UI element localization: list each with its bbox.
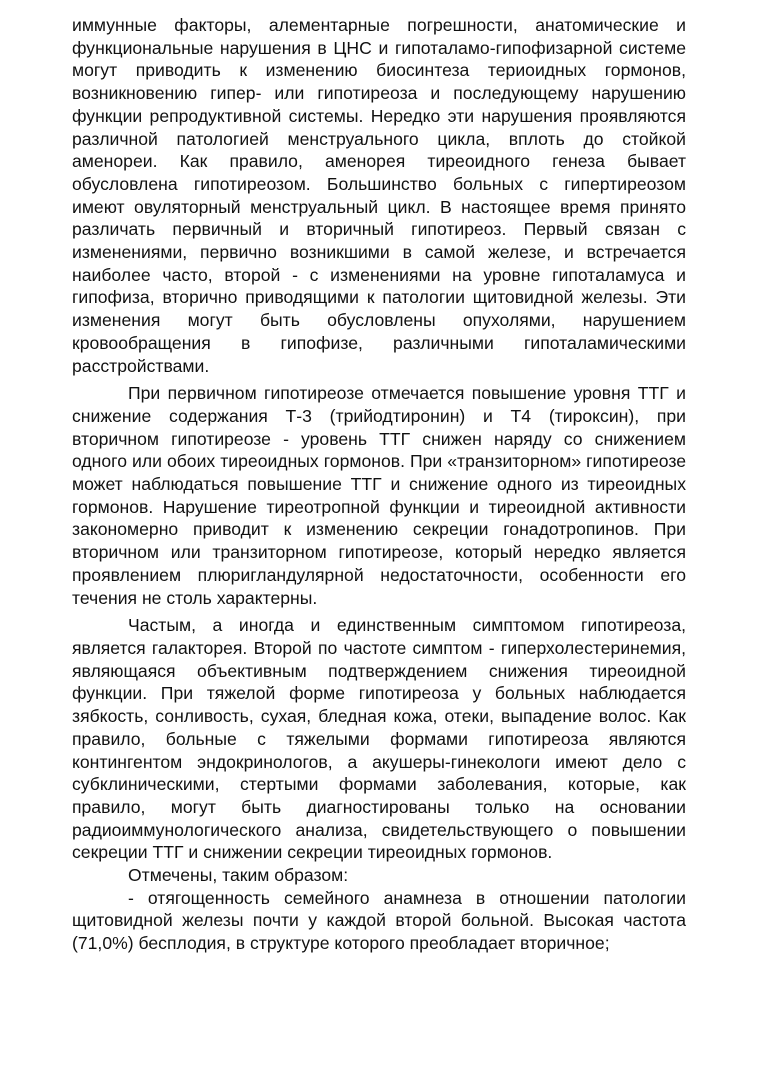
paragraph-primary-hypothyroidism: При первичном гипотиреозе отмечается повышение уровня ТТГ и снижение содержания Т-3 (трийодтиронин) и Т4 (тироксин), при вторичном гипотиреозе - уровень ТТГ снижен наряду со снижением одного или обоих тиреоидных гормонов. При «транзиторном» гипотиреозе может наблюдаться повышение ТТГ и снижение одного из тиреоидных гормонов. Нарушение тиреотропной функции и тиреоидной активности закономерно приводит к изменению секреции гонадотропинов. При вторичном или транзиторном гипотиреозе, который нередко является проявлением плюригландулярной недостаточности, особенности его течения не столь характерны. [72, 383, 686, 608]
document-page [72, 14, 686, 955]
paragraph-galactorrhea: Частым, а иногда и единственным симптомом гипотиреоза, является галакторея. Второй по частоте симптом - гиперхолестеринемия, являющаяся объективным подтверждением снижения тиреоидной функции. При тяжелой форме гипотиреоза у больных наблюдается зябкость, сонливость, сухая, бледная кожа, отеки, выпадение волос. Как правило, больные с тяжелыми формами гипотиреоза являются контингентом эндокринологов, а акушеры-гинекологи имеют дело с субклиническими, стертыми формами заболевания, которые, как правило, могут быть диагностированы только на основании радиоиммунологического анализа, свидетельствующего о повышении секреции ТТГ и снижении секреции тиреоидных гормонов. [72, 615, 686, 863]
paragraph-noted-intro: Отмечены, таким образом: [128, 865, 349, 886]
paragraph-family-history: - отягощенность семейного анамнеза в отношении патологии щитовидной железы почти у каждой второй больной. Высокая частота (71,0%) бесплодия, в структуре которого преобладает вторичное; [72, 887, 686, 954]
paragraph-thyroid-factors: иммунные факторы, алементарные погрешности, анатомические и функциональные нарушения в ЦНС и гипоталамо-гипофизарной системе могут приводить к изменению биосинтеза териоидных гормонов, возникновению гипер- или гипотиреоза и последующему нарушению функции репродуктивной системы. Нередко эти нарушения проявляются различной патологией менструального цикла, вплоть до стойкой аменореи. Как правило, аменорея тиреоидного генеза бывает обусловлена гипотиреозом. Большинство больных с гипертиреозом имеют овуляторный менструальный цикл. В настоящее время принято различать первичный и вторичный гипотиреоз. Первый связан с изменениями, первично возникшими в самой железе, и встречается наиболее часто, второй - с изменениями на уровне гипоталамуса и гипофиза, вторично приводящими к патологии щитовидной железы. Эти изменения могут быть обусловлены опухолями, нарушением кровообращения в гипофизе, различными гипоталамическими расстройствами. [72, 15, 686, 376]
